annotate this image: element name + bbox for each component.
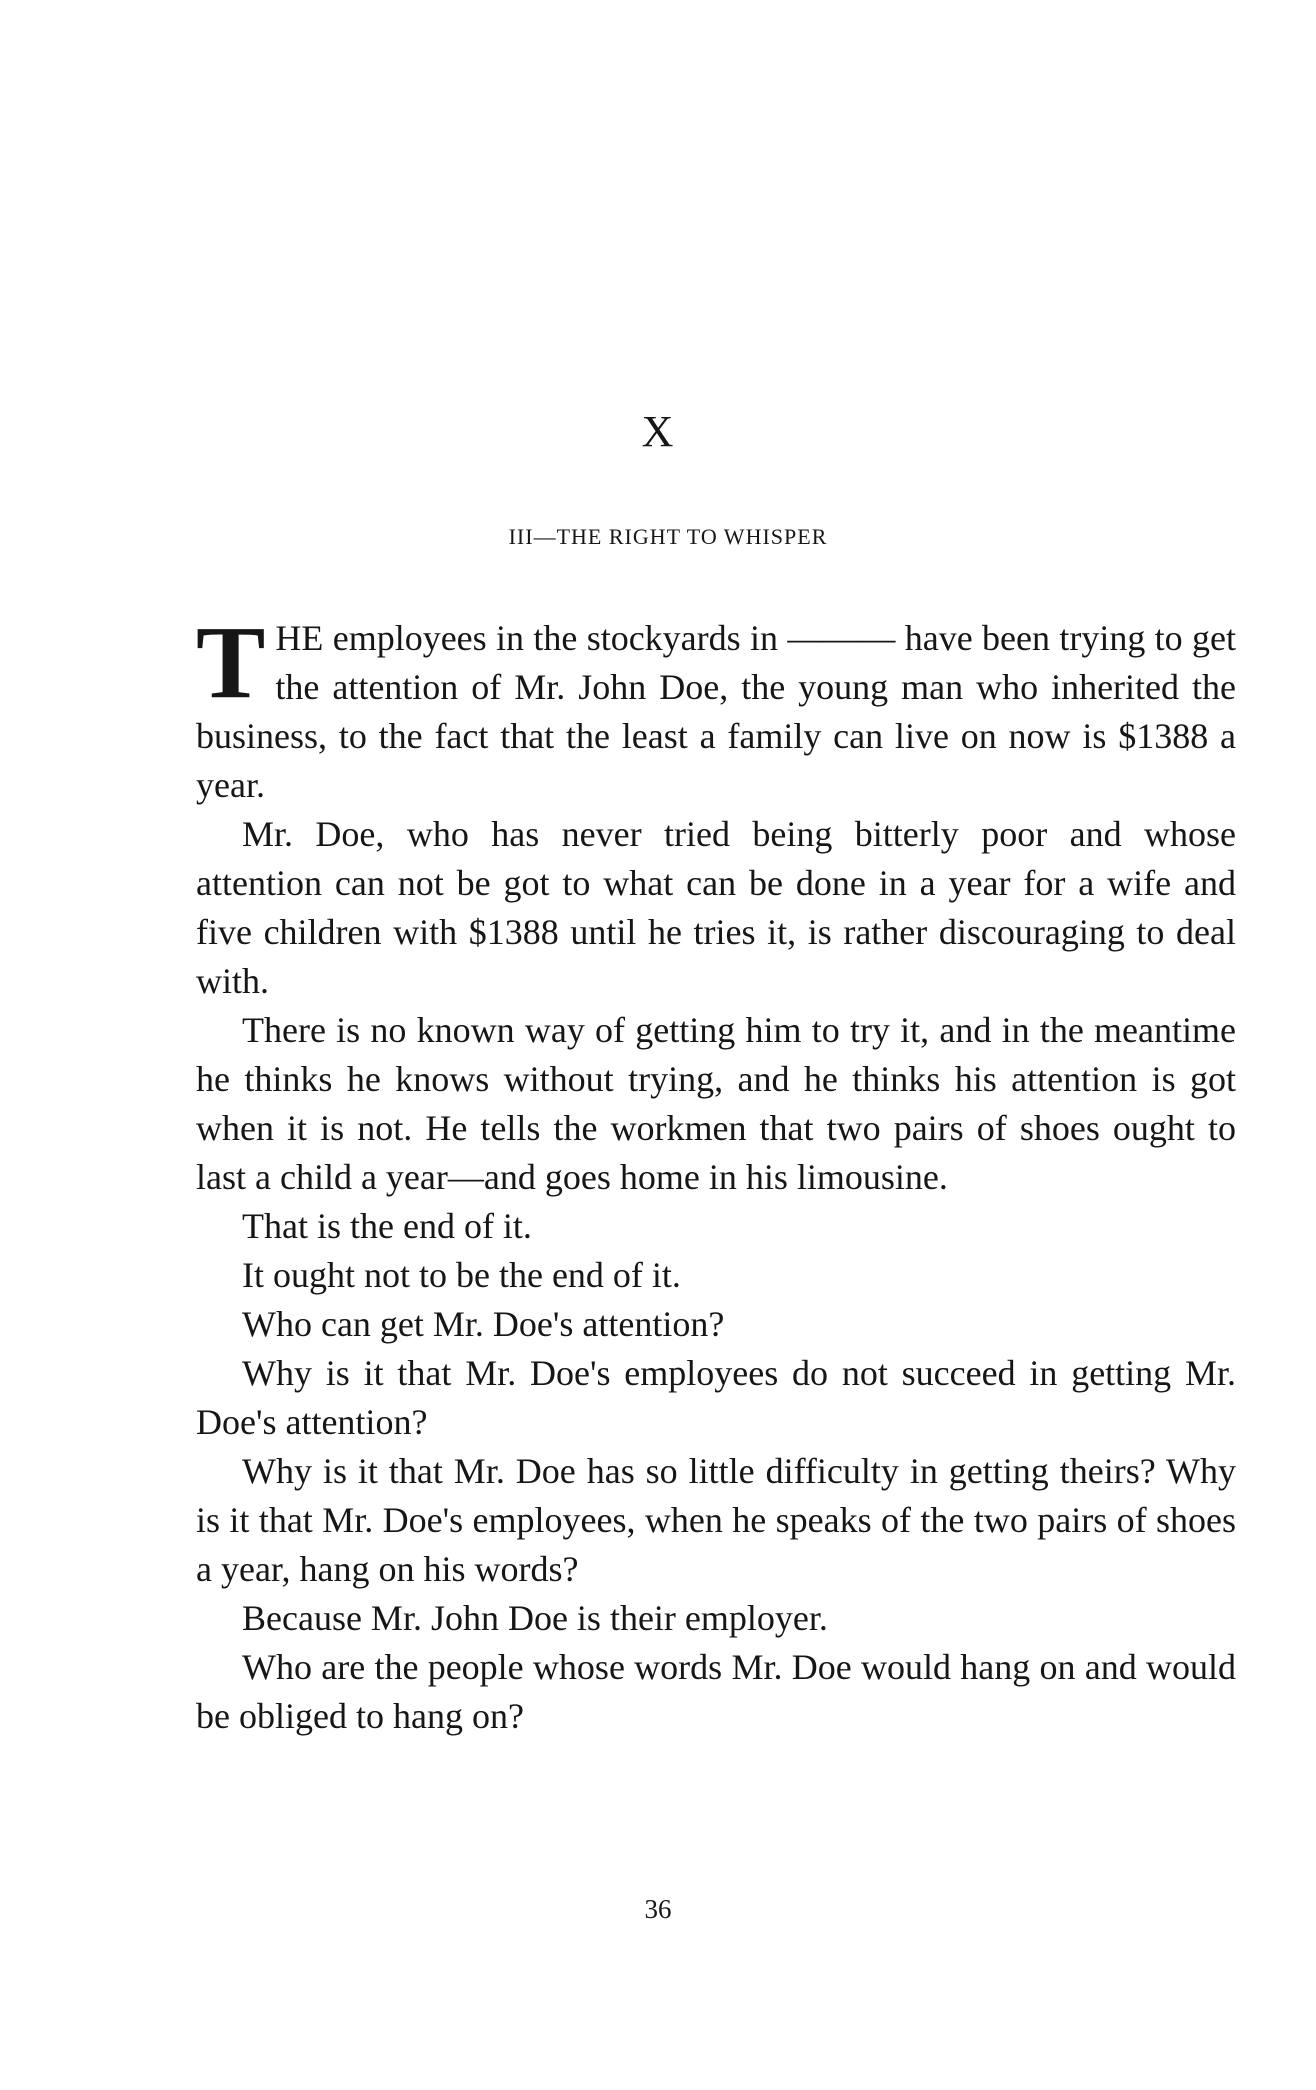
paragraph-3: There is no known way of getting him to try it, and in the meantime he thinks he knows without trying, and he thinks his attention is got when it is not. He tells the workmen that two pairs of shoes ought to last a child a year—and goes home in his limousine. xyxy=(196,1010,1236,1197)
paragraph-1-text: HE employees in the stockyards in ——— have been trying to get the attention of Mr. John Doe, the young man who inherited the business, to the fact that the least a family can live on now is $1388 a year. xyxy=(196,618,1236,805)
chapter-heading: III—THE RIGHT TO WHISPER xyxy=(508,524,828,549)
chapter-numeral: X xyxy=(641,407,675,456)
paragraph-7: Why is it that Mr. Doe's employees do not succeed in getting Mr. Doe's attention? xyxy=(196,1353,1236,1442)
paragraph-2: Mr. Doe, who has never tried being bitterly poor and whose attention can not be got to what can be done in a year for a wife and five children with $1388 until he tries it, is rather discouraging to deal with. xyxy=(196,814,1236,1001)
body-text xyxy=(196,605,1236,1741)
drop-cap: T xyxy=(196,605,266,720)
paragraph-5: It ought not to be the end of it. xyxy=(242,1255,681,1295)
paragraph-10: Who are the people whose words Mr. Doe would hang on and would be obliged to hang on? xyxy=(196,1647,1236,1736)
paragraph-9: Because Mr. John Doe is their employer. xyxy=(242,1598,828,1638)
paragraph-6: Who can get Mr. Doe's attention? xyxy=(242,1304,725,1344)
paragraph-4: That is the end of it. xyxy=(242,1206,532,1246)
paragraph-1 xyxy=(196,605,1236,810)
page-number: 36 xyxy=(644,1894,672,1924)
paragraph-8: Why is it that Mr. Doe has so little difficulty in getting theirs? Why is it that Mr. Doe's employees, when he speaks of the two pairs of shoes a year, hang on his words? xyxy=(196,1451,1236,1589)
